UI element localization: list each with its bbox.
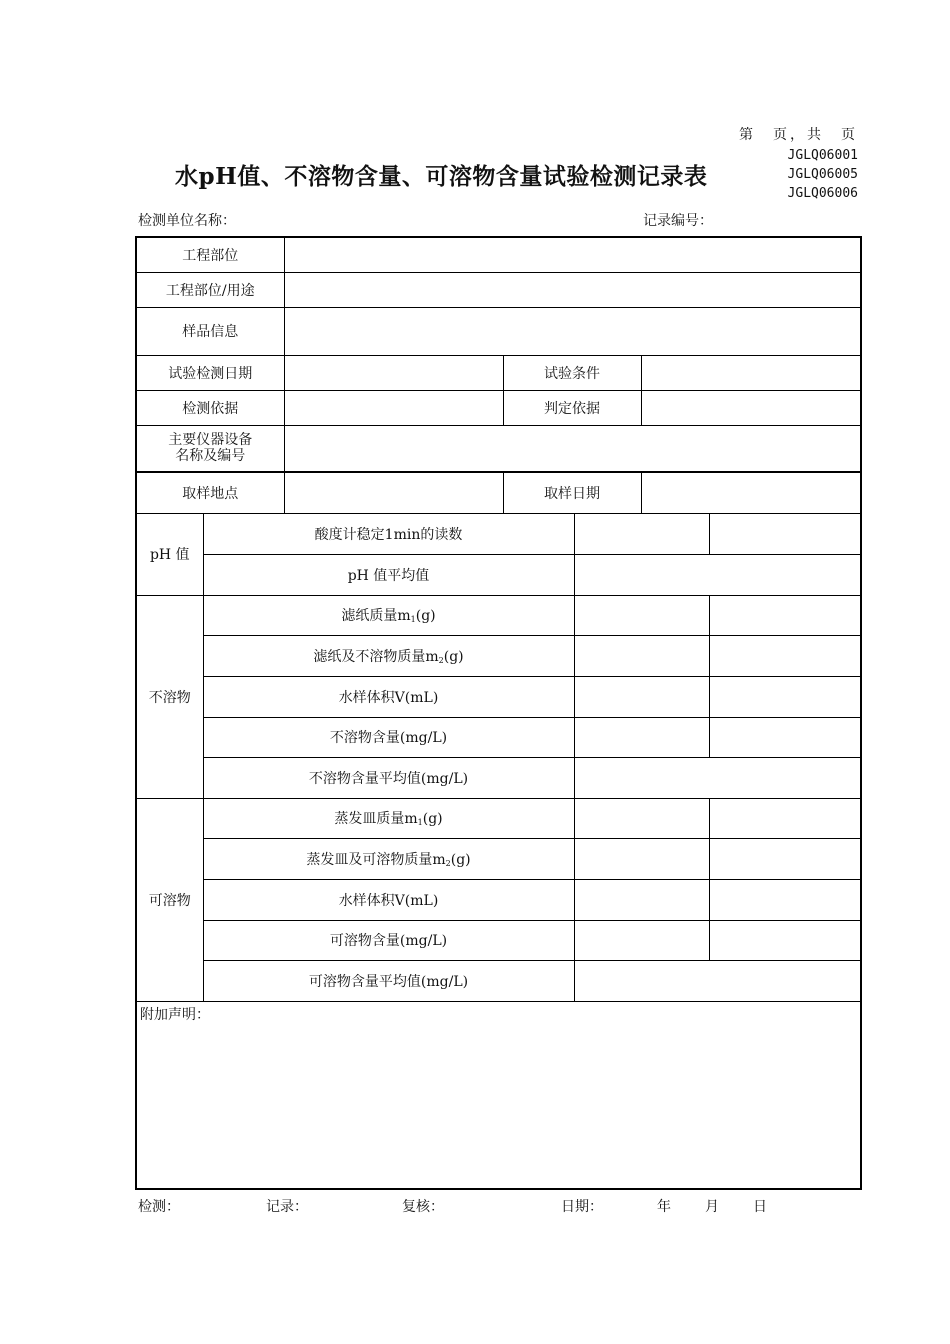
ph-reading-value-1[interactable]: [574, 513, 709, 554]
table-row: [136, 390, 861, 425]
insoluble-volume-value-1[interactable]: [574, 676, 709, 717]
reviewer-label: 复核：: [402, 1199, 444, 1215]
month-label: 月: [705, 1199, 719, 1215]
additional-statement-label: 附加声明：: [140, 1006, 210, 1023]
project-part-use-label: 工程部位/用途: [136, 272, 284, 307]
judge-basis-label: 判定依据: [503, 390, 641, 425]
date-label: 日期：: [561, 1199, 603, 1215]
dish-soluble-mass-value-1[interactable]: [574, 838, 709, 879]
label-unit: (g): [443, 648, 464, 665]
sample-info-field[interactable]: [284, 307, 861, 355]
judge-basis-field[interactable]: [641, 390, 861, 425]
table-row: [136, 513, 861, 554]
label-text: 蒸发皿质量m: [334, 811, 418, 827]
soluble-volume-value-2[interactable]: [709, 879, 861, 920]
form-code: JGLQ06001: [787, 148, 858, 163]
soluble-average-label: 可溶物含量平均值(mg/L): [203, 960, 574, 1001]
test-condition-label: 试验条件: [503, 355, 641, 390]
test-date-field[interactable]: [284, 355, 503, 390]
tester-label: 检测：: [138, 1199, 180, 1215]
soluble-content-value-2[interactable]: [709, 920, 861, 960]
project-part-label: 工程部位: [136, 237, 284, 272]
sampling-date-label: 取样日期: [503, 472, 641, 513]
filter-mass-value-1[interactable]: [574, 595, 709, 635]
table-row: [136, 920, 861, 960]
table-row: [136, 1001, 861, 1189]
insoluble-average-value[interactable]: [574, 757, 861, 798]
label-unit: (g): [415, 608, 436, 624]
insoluble-content-value-1[interactable]: [574, 717, 709, 757]
record-form-table: [135, 236, 862, 1190]
form-code: JGLQ06006: [787, 186, 858, 201]
soluble-volume-label: 水样体积V(mL): [203, 879, 574, 920]
table-row: [136, 307, 861, 355]
ph-reading-value-2[interactable]: [709, 513, 861, 554]
subscript: 1: [410, 615, 416, 624]
sampling-place-field[interactable]: [284, 472, 503, 513]
subscript: 2: [445, 858, 451, 868]
table-row: [136, 554, 861, 595]
dish-soluble-mass-label: [203, 838, 574, 879]
project-part-field[interactable]: [284, 237, 861, 272]
test-basis-label: 检测依据: [136, 390, 284, 425]
filter-insoluble-mass-value-1[interactable]: [574, 635, 709, 676]
instruments-label: [136, 425, 284, 472]
testing-unit-label: 检测单位名称：: [138, 213, 236, 229]
table-row: [136, 472, 861, 513]
insoluble-average-label: 不溶物含量平均值(mg/L): [203, 757, 574, 798]
table-row: [136, 595, 861, 635]
recorder-label: 记录：: [266, 1199, 308, 1215]
insoluble-group-label: 不溶物: [136, 595, 203, 798]
instruments-label-line: 名称及编号: [175, 448, 246, 465]
dish-mass-value-2[interactable]: [709, 798, 861, 838]
soluble-content-label: 可溶物含量(mg/L): [203, 920, 574, 960]
table-row: [136, 757, 861, 798]
sampling-place-label: 取样地点: [136, 472, 284, 513]
additional-statement-cell[interactable]: [136, 1001, 861, 1189]
record-number-label: 记录编号：: [643, 213, 713, 229]
table-row: [136, 425, 861, 472]
table-row: [136, 676, 861, 717]
test-basis-field[interactable]: [284, 390, 503, 425]
insoluble-content-label: 不溶物含量(mg/L): [203, 717, 574, 757]
soluble-volume-value-1[interactable]: [574, 879, 709, 920]
table-row: [136, 838, 861, 879]
year-label: 年: [657, 1199, 671, 1215]
soluble-content-value-1[interactable]: [574, 920, 709, 960]
sampling-date-field[interactable]: [641, 472, 861, 513]
form-codes: [788, 146, 858, 203]
table-row: [136, 237, 861, 272]
insoluble-volume-label: 水样体积V(mL): [203, 676, 574, 717]
filter-insoluble-mass-value-2[interactable]: [709, 635, 861, 676]
page-title: 水pH值、不溶物含量、可溶物含量试验检测记录表: [175, 163, 708, 190]
dish-mass-label: [203, 798, 574, 838]
dish-soluble-mass-value-2[interactable]: [709, 838, 861, 879]
dish-mass-value-1[interactable]: [574, 798, 709, 838]
filter-mass-label: [203, 595, 574, 635]
table-row: [136, 635, 861, 676]
soluble-average-value[interactable]: [574, 960, 861, 1001]
instruments-field[interactable]: [284, 425, 861, 472]
subscript: 1: [417, 818, 423, 827]
form-code: JGLQ06005: [787, 167, 858, 182]
ph-group-label: pH 值: [136, 513, 203, 595]
test-date-label: 试验检测日期: [136, 355, 284, 390]
insoluble-content-value-2[interactable]: [709, 717, 861, 757]
instruments-label-line: 主要仪器设备: [168, 432, 253, 449]
ph-average-value[interactable]: [574, 554, 861, 595]
day-label: 日: [753, 1199, 767, 1215]
table-row: [136, 717, 861, 757]
table-row: [136, 355, 861, 390]
filter-mass-value-2[interactable]: [709, 595, 861, 635]
label-text: 滤纸及不溶物质量m: [313, 648, 439, 665]
ph-reading-label: 酸度计稳定1min的读数: [203, 513, 574, 554]
test-condition-field[interactable]: [641, 355, 861, 390]
page-number-info: 第 页，共 页: [739, 127, 858, 143]
insoluble-volume-value-2[interactable]: [709, 676, 861, 717]
table-row: [136, 798, 861, 838]
label-text: 蒸发皿及可溶物质量m: [306, 851, 446, 868]
table-row: [136, 879, 861, 920]
label-unit: (g): [450, 851, 471, 868]
filter-insoluble-mass-label: [203, 635, 574, 676]
table-row: [136, 960, 861, 1001]
ph-average-label: pH 值平均值: [203, 554, 574, 595]
sample-info-label: 样品信息: [136, 307, 284, 355]
table-row: [136, 272, 861, 307]
soluble-group-label: 可溶物: [136, 798, 203, 1001]
subscript: 2: [438, 655, 444, 665]
label-text: 滤纸质量m: [341, 608, 411, 624]
project-part-use-field[interactable]: [284, 272, 861, 307]
label-unit: (g): [422, 811, 443, 827]
